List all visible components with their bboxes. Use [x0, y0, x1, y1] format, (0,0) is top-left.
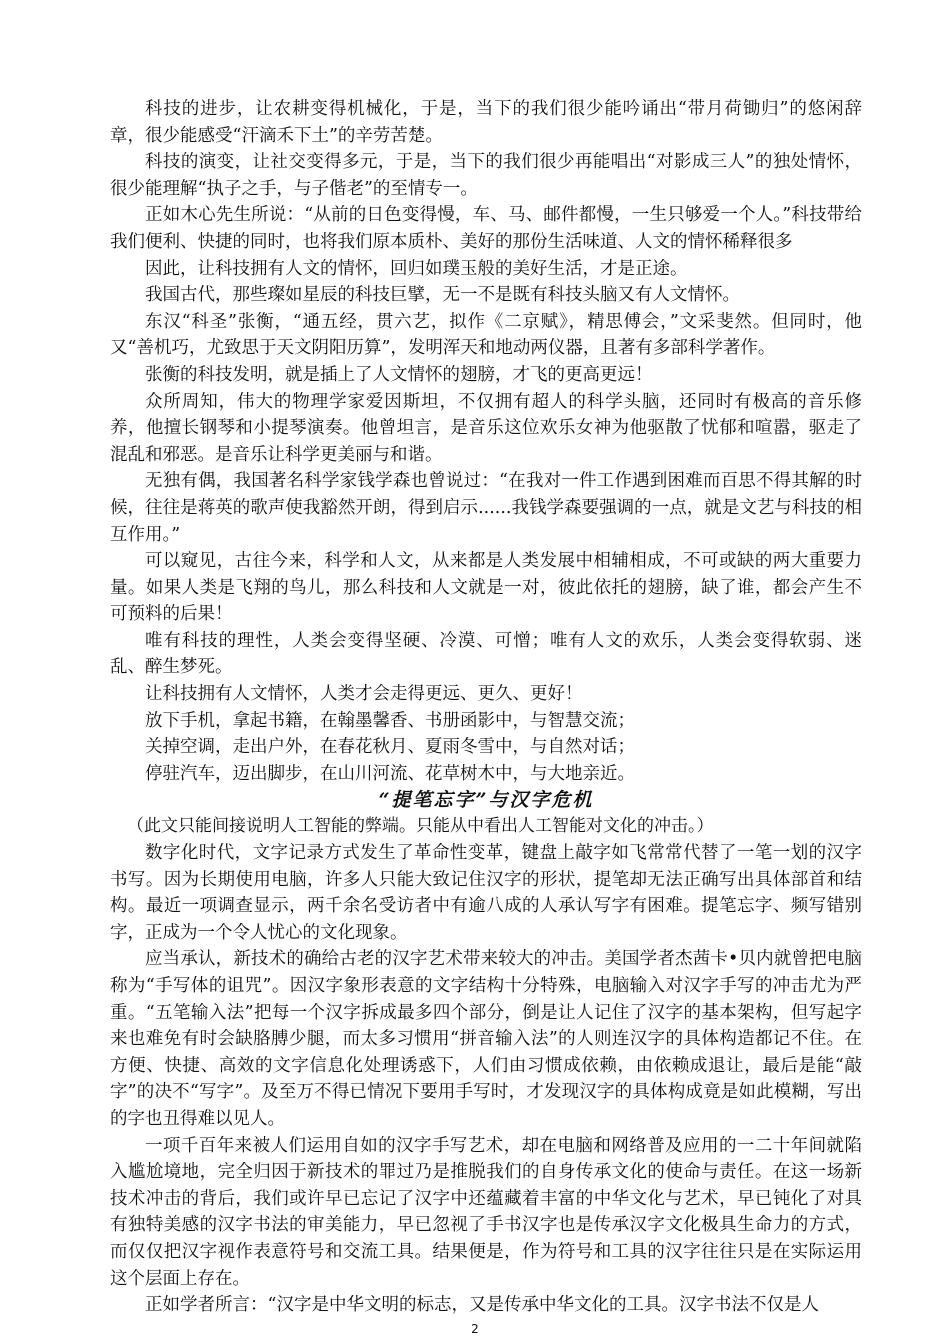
paragraph-15: 停驻汽车，迈出脚步，在山川河流、花草树木中，与大地亲近。 — [145, 763, 635, 784]
paragraph-14: 关掉空调，走出户外，在春花秋月、夏雨冬雪中，与自然对话； — [145, 737, 635, 758]
paragraph-16: 数字化时代，文字记录方式发生了革命性变革，键盘上敲字如飞常常代替了一笔一划的汉字书写。因为长期使用电脑，许多人只能大致记住汉字的形状，提笔却无法正确写出具体部首和结构。最近一项调查显示，两千余名受访者中有逾八成的人承认写字有困难。提笔忘字、频写错别字，正成为一个令人忧心的文化现象。 — [110, 843, 862, 943]
paragraph-18: 一项千百年来被人们运用自如的汉字手写艺术，却在电脑和网络普及应用的一二十年间就陷入尴尬境地，完全归因于新技术的罪过乃是推脱我们的自身传承文化的使命与责任。在这一场新技术冲击的背后，我们或许早已忘记了汉字中还蕴藏着丰富的中华文化与艺术，早已钝化了对具有独特美感的汉字书法的审美能力，早已忽视了手书汉字也是传承汉字文化极具生命力的方式，而仅仅把汉字视作表意符号和交流工具。结果便是，作为符号和工具的汉字往往只是在实际运用这个层面上存在。 — [110, 1135, 862, 1289]
paragraph-19: 正如学者所言：“汉字是中华文明的标志，又是传承中华文化的工具。汉字书法不仅是人 — [145, 1295, 819, 1316]
page-number: 2 — [471, 1322, 479, 1336]
paragraph-17: 应当承认，新技术的确给古老的汉字艺术带来较大的冲击。美国学者杰茜卡•贝内就曾把电脑称为“手写体的诅咒”。因汉字象形表意的文字结构十分特殊，电脑输入对汉字手写的冲击尤为严重。“五笔输入法”把每一个汉字拆成最多四个部分，倒是让人记住了汉字的基本架构，但写起字来也难免有时会缺胳膊少腿，而太多习惯用“拼音输入法”的人则连汉字的具体构造都记不住。在方便、快捷、高效的文字信息化处理诱惑下，人们由习惯成依赖，由依赖成退让，最后是能“敲字”的决不“写字”。及至万不得已情况下要用手写时，才发现汉字的具体构成竟是如此模糊，写出的字也丑得难以见人。 — [110, 949, 862, 1129]
paragraph-7: 张衡的科技发明，就是插上了人文情怀的翅膀，才飞的更高更远！ — [145, 364, 653, 385]
paragraph-12: 让科技拥有人文情怀，人类才会走得更远、更久、更好！ — [145, 684, 583, 705]
paragraph-13: 放下手机，拿起书籍，在翰墨馨香、书册函影中，与智慧交流； — [145, 710, 635, 731]
paragraph-5: 我国古代，那些璨如星辰的科技巨擘，无一不是既有科技头脑又有人文情怀。 — [145, 285, 740, 306]
paragraph-1: 科技的进步，让农耕变得机械化，于是，当下的我们很少能吟诵出“带月荷锄归”的悠闲辞章，很少能感受“汗滴禾下土”的辛劳苦楚。 — [110, 99, 862, 146]
paragraph-4: 因此，让科技拥有人文的情怀，回归如璞玉般的美好生活，才是正途。 — [145, 258, 688, 279]
paragraph-8: 众所周知，伟大的物理学家爱因斯坦，不仅拥有超人的科学头脑，还同时有极高的音乐修养，他擅长钢琴和小提琴演奏。他曾坦言，是音乐这位欢乐女神为他驱散了忧郁和喧嚣，驱走了混乱和邪恶。是音乐让科学更美丽与和谐。 — [110, 391, 862, 465]
paragraph-3: 正如木心先生所说：“从前的日色变得慢，车、马、邮件都慢，一生只够爱一个人。”科技带给我们便利、快捷的同时，也将我们原本质朴、美好的那份生活味道、人文的情怀稀释很多 — [110, 205, 862, 252]
paragraph-10: 可以窥见，古往今来，科学和人文，从来都是人类发展中相辅相成，不可或缺的两大重要力量。如果人类是飞翔的鸟儿，那么科技和人文就是一对，彼此依托的翅膀，缺了谁，都会产生不可预料的后果！ — [110, 551, 862, 625]
document-page — [110, 96, 862, 1319]
paragraph-2: 科技的演变，让社交变得多元，于是，当下的我们很少再能唱出“对影成三人”的独处情怀，很少能理解“执子之手，与子偕老”的至情专一。 — [110, 152, 862, 199]
section-title: “提笔忘字”与汉字危机 — [378, 789, 594, 812]
paragraph-11: 唯有科技的理性，人类会变得坚硬、冷漠、可憎；唯有人文的欢乐，人类会变得软弱、迷乱、醉生梦死。 — [110, 630, 862, 678]
paragraph-6: 东汉“科圣”张衡，“通五经，贯六艺，拟作《二京赋》，精思傅会，”文采斐然。但同时，他又“善机巧，尤致思于天文阴阳历算”，发明浑天和地动两仪器，且著有多部科学著作。 — [110, 311, 862, 359]
paragraph-9: 无独有偶，我国著名科学家钱学森也曾说过：“在我对一件工作遇到困难而百思不得其解的时候，往往是蒋英的歌声使我豁然开朗，得到启示......我钱学森要强调的一点，就是文艺与科技的相互作用。” — [110, 471, 862, 545]
section-note: （此文只能间接说明人工智能的弊端。只能从中看出人工智能对文化的冲击。） — [127, 816, 714, 837]
